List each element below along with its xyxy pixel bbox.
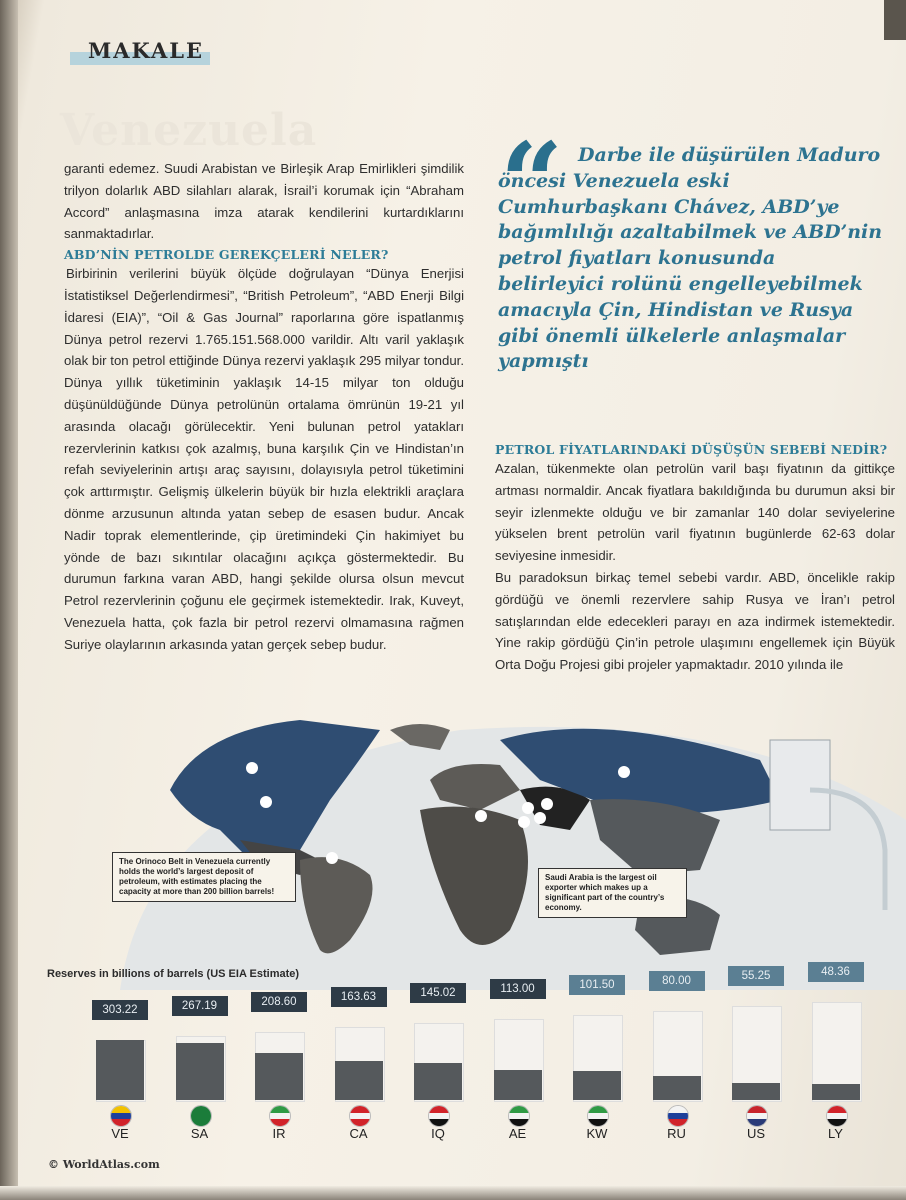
country-flag-icon (826, 1105, 848, 1127)
bar-value-label: 113.00 (490, 979, 546, 999)
page-bottom-shadow (0, 1186, 906, 1200)
credit-text: © WorldAtlas.com (48, 1158, 160, 1171)
right-paragraph-2: Bu paradoksun birkaç temel sebebi vardır. ABD, öncelikle rakip gördüğü ve önemli rezervlere sahip Rusya ve İran’ı petrol satışlarından elde edecekleri parayı en aza indirmek istemektedir. Yine rakip gördüğü Çin’in petrole ulaşımını engellemek için Büyük Orta Doğu Projesi gibi projeler yapmaktadır. 2010 yılında ile (495, 569, 895, 673)
bar-fill (176, 1043, 224, 1100)
country-code-label: VE (111, 1126, 129, 1141)
bar-fill (653, 1076, 701, 1100)
saudi-callout: Saudi Arabia is the largest oil exporter which makes up a significant part of the country’s economy. (538, 868, 687, 918)
country-code-label: US (746, 1126, 766, 1141)
bar-value-label: 55.25 (728, 966, 784, 986)
right-heading: PETROL FİYATLARINDAKİ DÜŞÜŞÜN SEBEBİ NEDİR? (495, 442, 888, 457)
left-paragraph-1: garanti edemez. Suudi Arabistan ve Birleşik Arap Emirlikleri şimdilik trilyon dolarlık ABD silahları alarak, İsrail’i korumak için “Abraham Accord” anlaşmasına imza atarak kendilerini kurtardıklarını sanmaktadırlar. (64, 161, 464, 242)
bar-fill (96, 1040, 144, 1100)
bar-fill (255, 1053, 303, 1100)
country-flag-icon (349, 1105, 371, 1127)
bar-fill (335, 1061, 383, 1100)
left-heading: ABD’NİN PETROLDE GEREKÇELERİ NELER? (64, 247, 389, 263)
country-flag-icon (508, 1105, 530, 1127)
country-flag-icon (667, 1105, 689, 1127)
country-code-label: LY (828, 1126, 843, 1141)
country-code-label: IQ (431, 1126, 445, 1141)
country-code-label: KW (586, 1126, 608, 1141)
bar-fill (732, 1083, 780, 1100)
bar-value-label: 303.22 (92, 1000, 148, 1020)
right-paragraph-1: Azalan, tükenmekte olan petrolün varil başı fiyatının da gittikçe artması normaldir. Ancak fiyatlara bakıldığında bu durumun aksi bir seyir izlenmekte olduğu ve bir zamanlar 140 dolar seviyelerine yükselen brent petrolün varil fiyatının bugünlerde 62-63 dolar seviyesine inmesidir. (495, 461, 895, 564)
country-code-label: SA (190, 1126, 209, 1141)
bar-value-label: 208.60 (251, 992, 307, 1012)
country-flag-icon (587, 1105, 609, 1127)
country-code-label: IR (272, 1126, 286, 1141)
country-flag-icon (190, 1105, 212, 1127)
quote-mark-icon: “ (500, 118, 564, 247)
bar-value-label: 267.19 (172, 996, 228, 1016)
country-code-label: RU (667, 1126, 686, 1141)
bar-value-label: 101.50 (569, 975, 625, 995)
bar-value-label: 145.02 (410, 983, 466, 1003)
pull-quote: Darbe ile düşürülen Maduro öncesi Venezuela eski Cumhurbaşkanı Chávez, ABD’ye bağımlılığı azaltabilmek ve ABD’nin petrol fiyatları konusunda belirleyici rolünü engelleyebilmek amacıyla Çin, Hindistan ve Rusya gibi önemli ülkelerle anlaşmalar yapmıştı (498, 144, 883, 373)
bar-value-label: 48.36 (808, 962, 864, 982)
bar-fill (414, 1063, 462, 1100)
bar-value-label: 80.00 (649, 971, 705, 991)
country-flag-icon (746, 1105, 768, 1127)
country-flag-icon (428, 1105, 450, 1127)
bar-fill (812, 1084, 860, 1100)
country-code-label: AE (508, 1126, 527, 1141)
left-paragraph-2: Birbirinin verilerini büyük ölçüde doğrulayan “Dünya Enerjisi İstatistiksel Değerlendirmesi”, “British Petroleum”, “ABD Enerji Bilgi İdaresi (EIA)”, “Oil & Gas Journal” raporlarına göre ispatlanmış Dünya petrol rezervi 1.765.151.568.000 varildir. Altı varil yaklaşık olak bir ton petrol ettiğinde Dünya rezervi yaklaşık 295 milyar tondur. Dünya yıllık tüketiminin yaklaşık 14-15 milyar ton olduğu düşünüldüğünde Dünya petrolünün ortalama ömrünün 19-21 yıl arasında olacağı görülecektir. Yeni bulunan petrol yatakları rezervlerinin katkısı çok azalmış, buna karşılık Çin ve Hindistan’ın refah seviyelerinin artışı araç sayısını, dolayısıyla petrol tüketimini çok arttırmıştır. Gelişmiş ülkelerin büyük bir hızla elektrikli araçlara dönme arzusunun altında yatan sebep de esasen budur. Ancak Nadir toprak elementlerinde, çip üretimindeki Çin hakimiyet bu yönde de bazı sıkıntılar olacağını açıkça göstermektedir. Bu durumun farkına varan ABD, hangi şekilde olursa olsun mevcut Petrol rezervlerinin çoğunu ele geçirmek istemektedir. Irak, Kuveyt, Venezuela hatta, çok fazla bir petrol rezervi olmamasına rağmen Suriye olaylarının arkasında yatan gerçek sebep budur. (64, 266, 464, 652)
bar-fill (494, 1070, 542, 1100)
country-flag-icon (269, 1105, 291, 1127)
section-label: MAKALE (88, 38, 205, 63)
ghost-title: Venezuela (60, 105, 318, 156)
bar-fill (573, 1071, 621, 1100)
country-flag-icon (110, 1105, 132, 1127)
chart-title: Reserves in billions of barrels (US EIA Estimate) (47, 968, 300, 980)
country-code-label: CA (349, 1126, 368, 1141)
bar-value-label: 163.63 (331, 987, 387, 1007)
venezuela-callout: The Orinoco Belt in Venezuela currently holds the world’s largest deposit of petroleum, with estimates placing the capacity at more than 200 billion barrels! (112, 852, 296, 902)
